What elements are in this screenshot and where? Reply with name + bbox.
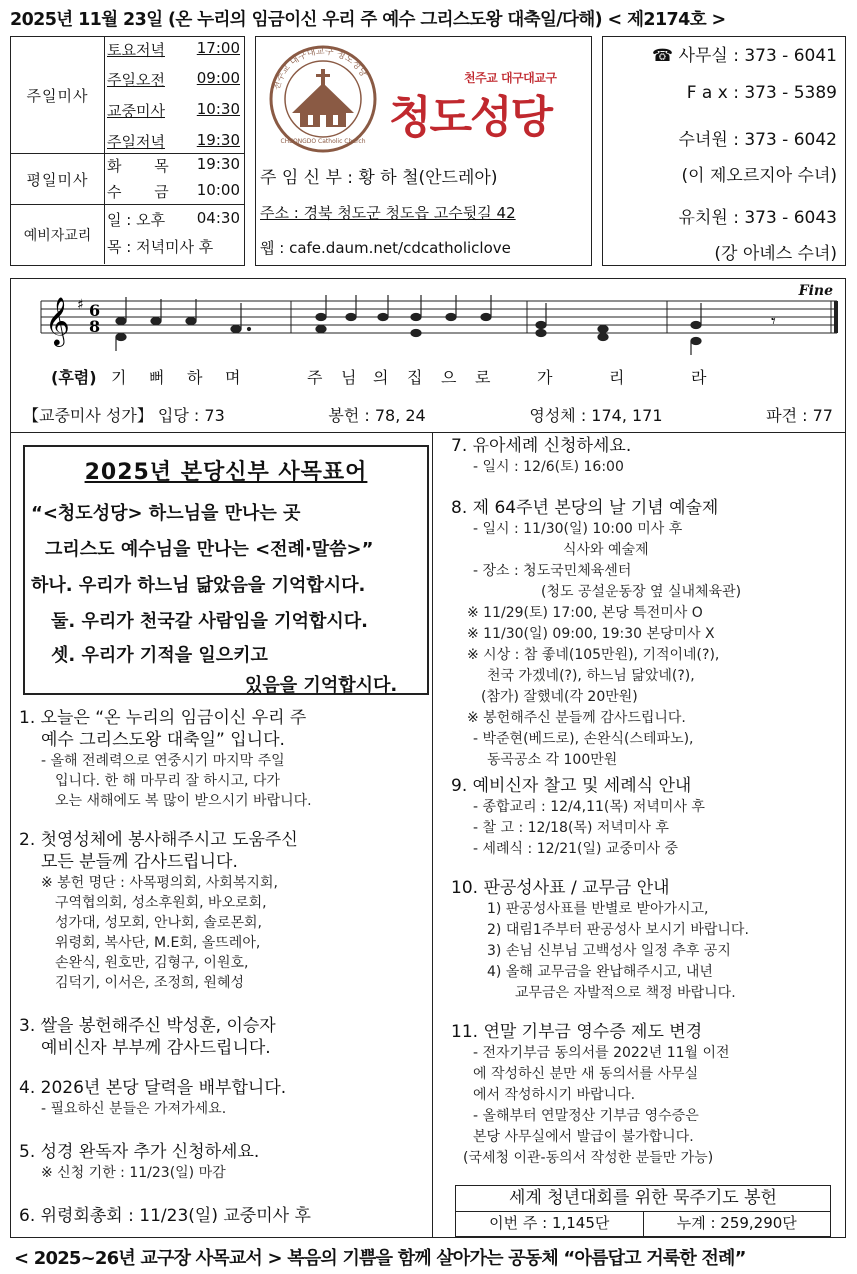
motto-line-5: 셋. 우리가 기적을 일으키고 [51,645,268,666]
sunday-time-4: 주일저녁 19:30 [107,131,240,151]
sunday-time-1: 토요저녁 17:00 [107,39,240,59]
lyric-syllable: 님 [341,368,357,387]
hymn-offertory: 봉헌 : 78, 24 [328,406,426,425]
motto-line-6: 있음을 기억합시다. [245,675,398,696]
church-web[interactable]: 웹 : cafe.daum.net/cdcatholiclove [260,239,511,257]
rest-icon: 𝄾 [771,311,776,332]
rosary-title: 세계 청년대회를 위한 묵주기도 봉헌 [456,1186,830,1212]
rosary-prayer-box [455,1185,831,1237]
lyric-syllable: 의 [373,368,389,387]
lyric-syllable: 으 [441,368,457,387]
lyric-syllable: 로 [475,368,491,387]
motto-title: 2025년 본당신부 사목표어 [84,460,368,485]
church-emblem-icon [264,43,382,155]
notices-left-column [10,433,433,1238]
refrain-label: (후렴) [51,368,97,387]
motto-line-1: “<청도성당> 하느님을 만나는 곳 [31,503,301,524]
catechism-row [11,205,244,264]
notice-9: 9. 예비신자 찰고 및 세례식 안내 - 종합교리 : 12/4,11(목) 저녁미사 후 - 찰 고 : 12/18(목) 저녁미사 후 - 세례식 : 12/21(일) 교중미사 중 [451,776,705,857]
rosary-this-week: 이번 주 : 1,145단 [456,1212,644,1236]
svg-text:6: 6 [89,301,101,320]
lyric-syllable: 하 [187,368,203,387]
notice-7: 7. 유아세례 신청하세요. - 일시 : 12/6(토) 16:00 [451,436,632,475]
notice-6: 6. 위령회총회 : 11/23(일) 교중미사 후 [19,1206,311,1226]
mass-schedule-box [10,36,245,266]
fine-mark: Fine [798,283,833,299]
notice-3: 3. 쌀을 봉헌해주신 박성훈, 이승자 예비신자 부부께 감사드립니다. [19,1016,276,1058]
notices-right-column [433,433,846,1238]
lyric-syllable: 리 [609,368,625,387]
notice-8: 8. 제 64주년 본당의 날 기념 예술제 - 일시 : 11/30(일) 10:00 미사 후 식사와 예술제 - 장소 : 청도국민체육센터 (청도 공설운동장 옆 실내체육관) ※ 11/29(토) 17:00, 본당 특전미사 O ※ 11/30(일) 09:00, 19:30 본당미사 X ※ 시상 : 참 좋네(105만원), 기적이네(?), 천국 가겠네(?), 하느님 닮았네(?), (참가) 잘했네(각 20만원) ※ 봉헌해주신 분들께 감사드립니다. - 박준현(베드로), 손완식(스테파노), 동곡공소 각 100만원 [451,498,742,768]
notice-1: 1. 오늘은 “온 누리의 임금이신 우리 주 예수 그리스도왕 대축일” 입니다. - 올해 전례력으로 연중시기 마지막 주일 입니다. 한 해 마무리 잘 하시고, 다가 오는 새해에도 복 많이 받으시기 바랍니다. [19,708,312,809]
notice-5: 5. 성경 완독자 추가 신청하세요. ※ 신청 기한 : 11/23(일) 마감 [19,1142,260,1181]
notice-11: 11. 연말 기부금 영수증 제도 변경 - 전자기부금 동의서를 2022년 11월 이전 에 작성하신 분만 새 동의서를 사무실 에서 작성하시기 바랍니다. - 올해부터 연말정산 기부금 영수증은 본당 사무실에서 발급이 불가합니다. (국세청 이관-동의서 작성한 분들만 가능) [451,1022,730,1166]
weekday-time-1: 화 목 19:30 [107,155,240,175]
lyric-syllable: 며 [225,368,241,387]
contact-box [602,36,846,266]
hymn-heading: 【교중미사 성가】 [23,406,153,425]
lyric-syllable: 뻐 [149,368,165,387]
pastoral-letter-footer: < 2025~26년 교구장 사목교서 > 복음의 기쁨을 함께 살아가는 공동체 “아름답고 거룩한 전례” [14,1248,746,1269]
hymn-communion: 영성체 : 174, 171 [529,406,663,425]
hymn-recessional: 파견 : 77 [766,406,833,425]
lyric-syllable: 집 [407,368,423,387]
convent-phone: 수녀원 : 373 - 6042 [678,130,837,150]
fax-number: F a x : 373 - 5389 [686,83,837,103]
lyric-syllable: 기 [111,368,127,387]
weekday-mass-label: 평일미사 [11,154,105,204]
church-name: 청도성당 [389,92,552,143]
treble-clef-icon: 𝄞 [45,296,70,345]
weekday-mass-row [11,154,244,205]
office-phone: ☎ 사무실 : 373 - 6041 [651,46,837,66]
notice-2: 2. 첫영성체에 봉사해주시고 도움주신 모든 분들께 감사드립니다. ※ 봉헌 명단 : 사목평의회, 사회복지회, 구역협의회, 성소후원회, 바오로회, 성가대, 성모회, 안나회, 솔로몬회, 위령회, 복사단, M.E회, 올뜨레아, 손완식, 원호만, 김형구, 이원호, 김덕기, 이서은, 조정희, 원혜성 [19,830,298,991]
church-info-box [255,36,592,266]
sunday-mass-row [11,37,244,154]
catechism-time-2: 목 : 저녁미사 후 [107,238,214,256]
sharp-icon: ♯ [77,297,84,313]
pastoral-motto-box [23,445,429,695]
rosary-total: 누계 : 259,290단 [676,1214,797,1232]
catechism-time-1: 일 : 오후 04:30 [107,209,240,229]
notice-4: 4. 2026년 본당 달력을 배부합니다. - 필요하신 분들은 가져가세요. [19,1078,287,1117]
church-logo [264,43,584,155]
mass-hymns [23,403,833,426]
motto-line-3: 하나. 우리가 하느님 닮았음을 기억합시다. [31,575,366,596]
motto-line-2: 그리스도 예수님을 만나는 <전례·말씀>” [45,539,374,560]
sunday-mass-label: 주일미사 [11,37,105,153]
bulletin-date-line: 2025년 11월 23일 (온 누리의 임금이신 우리 주 예수 그리스도왕 대축일/다해) < 제2174호 > [10,10,726,30]
lyric-syllable: 가 [537,368,553,387]
church-address: 주소 : 경북 청도군 청도읍 고수뒷길 42 [260,204,516,222]
kindergarten-sister: (강 아녜스 수녀) [714,244,837,264]
hymn-score-box [10,278,846,433]
lyric-syllable: 라 [691,368,707,387]
lyric-syllable: 주 [307,368,323,387]
sunday-time-2: 주일오전 09:00 [107,69,240,89]
convent-sister: (이 제오르지아 수녀) [681,166,837,186]
catechism-label: 예비자교리 [11,205,105,264]
svg-text:CHEONGDO Catholic Church: CHEONGDO Catholic Church [280,138,366,145]
hymn-entrance: 입당 : 73 [157,406,225,425]
notice-10: 10. 판공성사표 / 교무금 안내 1) 판공성사표를 반별로 받아가시고, 2) 대림1주부터 판공성사 보시기 바랍니다. 3) 손님 신부님 고백성사 일정 추후 공지 4) 올해 교무금을 완납해주시고, 내년 교무금은 자발적으로 책정 바랍니다. [451,878,749,1001]
diocese-name: 천주교 대구대교구 [464,71,557,85]
kindergarten-phone: 유치원 : 373 - 6043 [678,208,837,228]
sunday-time-3: 교중미사 10:30 [107,100,240,120]
music-staff [11,279,847,361]
svg-text:천주교 대구대교구 청도성당: 천주교 대구대교구 청도성당 [271,46,369,92]
svg-text:8: 8 [89,317,101,336]
pastor-name: 주 임 신 부 : 황 하 철(안드레아) [260,168,498,188]
weekday-time-2: 수 금 10:00 [107,181,240,201]
motto-line-4: 둘. 우리가 천국갈 사람임을 기억합시다. [51,611,368,632]
